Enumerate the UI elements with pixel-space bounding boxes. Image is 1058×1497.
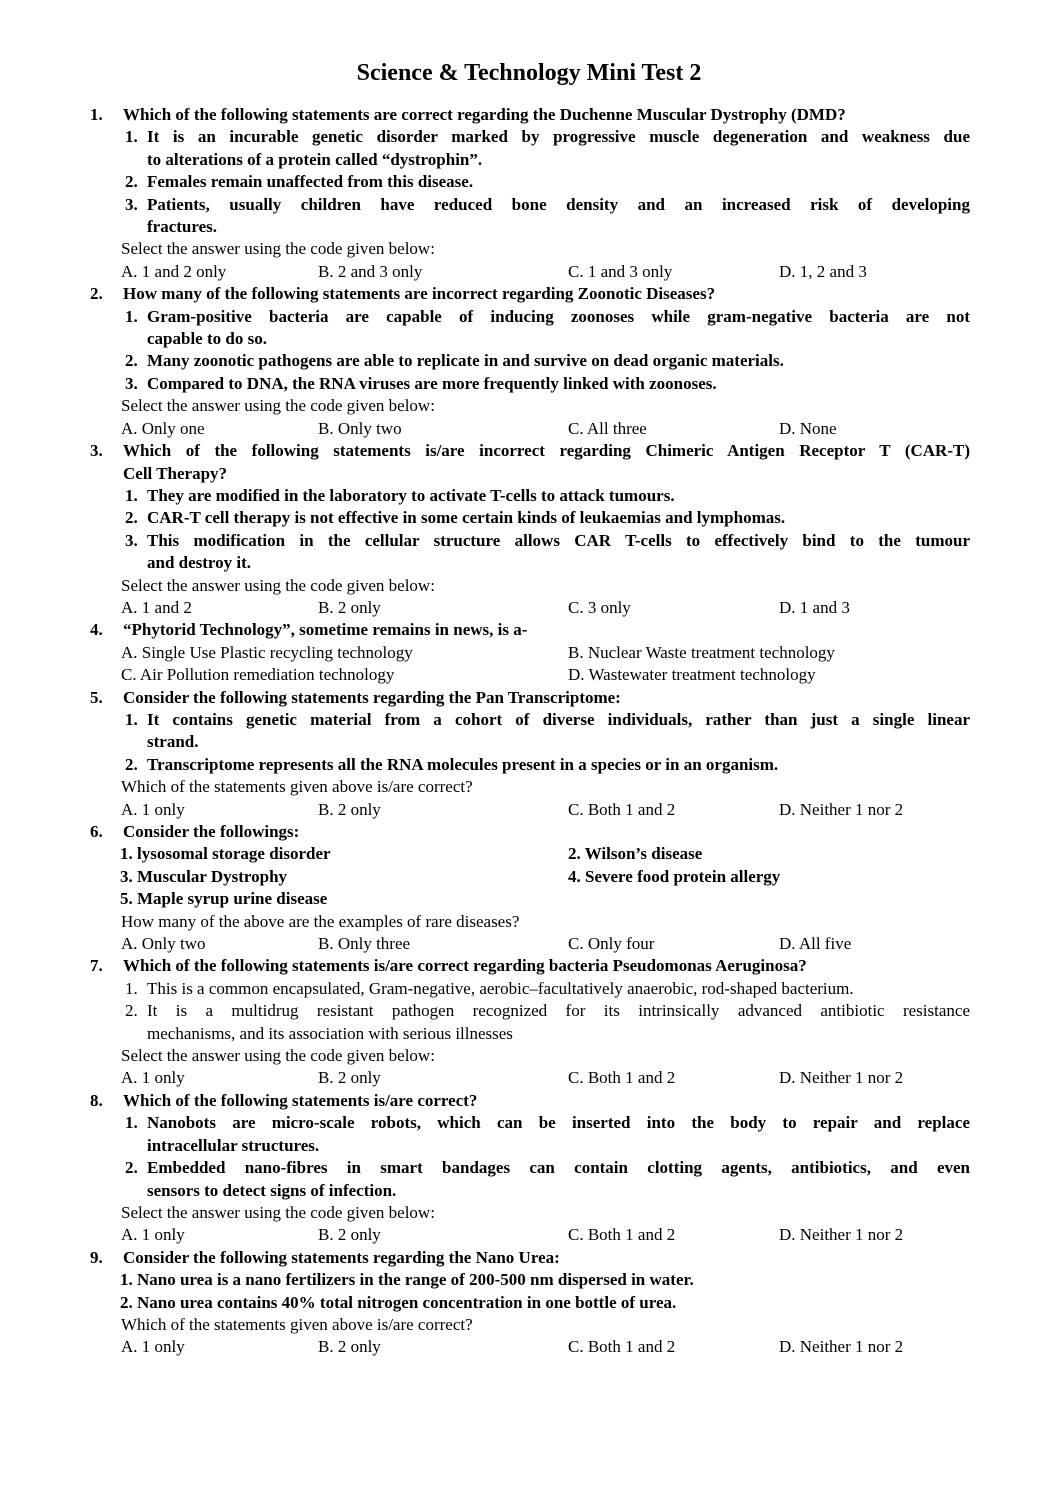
question-prompt: Which of the statements given above is/are correct? xyxy=(121,1314,473,1334)
list-item: 2. Wilson’s disease xyxy=(568,844,703,864)
statement-line: It is an incurable genetic disorder marked by progressive muscle degeneration and weakness due xyxy=(147,127,970,147)
list-row xyxy=(120,888,1058,910)
select-instruction: Select the answer using the code given below: xyxy=(121,239,435,259)
option-a: A. 1 only xyxy=(121,1225,185,1245)
statement-line: Many zoonotic pathogens are able to replicate in and survive on dead organic materials. xyxy=(147,351,784,371)
statement xyxy=(125,350,970,372)
question-prompt: How many of the above are the examples of rare diseases? xyxy=(121,911,520,931)
statement-number: 2. xyxy=(125,1158,138,1178)
statement-line: Embedded nano-fibres in smart bandages can contain clotting agents, antibiotics, and even xyxy=(147,1158,970,1178)
option-b: B. Nuclear Waste treatment technology xyxy=(568,642,835,662)
question-block-4 xyxy=(0,619,1058,686)
options-row xyxy=(121,597,1058,619)
question-text: Cell Therapy? xyxy=(123,463,228,483)
option-a: A. 1 and 2 only xyxy=(121,261,227,281)
statement-line: and destroy it. xyxy=(147,553,252,573)
option-b: B. 2 only xyxy=(318,1337,381,1357)
statement-number: 3. xyxy=(125,530,138,550)
statement xyxy=(125,171,970,193)
question-text: Consider the followings: xyxy=(123,822,300,841)
page-title: Science & Technology Mini Test 2 xyxy=(356,60,702,86)
option-b: B. 2 only xyxy=(318,1068,381,1088)
question-text: Consider the following statements regarding the Pan Transcriptome: xyxy=(123,687,621,707)
option-c: C. Only four xyxy=(568,934,655,954)
question-number: 9. xyxy=(90,1247,103,1267)
statement-line: Gram-positive bacteria are capable of inducing zoonoses while gram-negative bacteria are not xyxy=(147,306,970,326)
option-a: A. 1 only xyxy=(121,799,185,819)
statement xyxy=(125,530,970,575)
statement-number: 1. xyxy=(125,306,138,326)
list-row xyxy=(120,866,1058,888)
statement-number: 1. xyxy=(125,1113,138,1133)
list-item: 1. lysosomal storage disorder xyxy=(120,844,331,864)
statement-line: Transcriptome represents all the RNA molecules present in a species or in an organism. xyxy=(147,754,779,774)
option-d: D. Wastewater treatment technology xyxy=(568,665,816,685)
statement xyxy=(125,709,970,754)
question-number: 6. xyxy=(90,822,103,841)
question-block-6 xyxy=(0,821,1058,955)
option-d: D. All five xyxy=(779,934,852,954)
statement-line: CAR-T cell therapy is not effective in some certain kinds of leukaemias and lymphomas. xyxy=(147,508,786,528)
statement xyxy=(125,754,970,776)
option-a: A. Only two xyxy=(121,934,206,954)
statement-line: to alterations of a protein called “dystrophin”. xyxy=(147,149,483,169)
statement xyxy=(125,507,970,529)
option-d: D. 1, 2 and 3 xyxy=(779,261,867,281)
option-c: C. 3 only xyxy=(568,597,631,617)
statement-line: capable to do so. xyxy=(147,329,267,349)
option-c: C. Both 1 and 2 xyxy=(568,799,676,819)
option-c: C. Air Pollution remediation technology xyxy=(121,665,395,685)
options-row xyxy=(121,261,1058,283)
options-row xyxy=(121,1224,1058,1246)
statement xyxy=(125,126,970,171)
question-block-5 xyxy=(0,687,1058,821)
statement-line: strand. xyxy=(147,732,199,752)
question-block-7 xyxy=(0,955,1058,1089)
list-item: 3. Muscular Dystrophy xyxy=(120,866,288,886)
question-text: Which of the following statements are correct regarding the Duchenne Muscular Dystrophy (DMD? xyxy=(123,105,846,124)
select-instruction: Select the answer using the code given below: xyxy=(121,396,435,416)
statement xyxy=(125,485,970,507)
statement-number: 2. xyxy=(125,1001,138,1021)
option-b: B. 2 only xyxy=(318,799,381,819)
question-number: 4. xyxy=(90,620,103,640)
option-d: D. Neither 1 nor 2 xyxy=(779,1068,904,1088)
option-d: D. Neither 1 nor 2 xyxy=(779,1337,904,1357)
statement-line: It is a multidrug resistant pathogen recognized for its intrinsically advanced antibiotic resistance xyxy=(147,1001,970,1021)
question-text: Which of the following statements is/are correct regarding bacteria Pseudomonas Aeruginosa? xyxy=(123,956,807,976)
option-d: D. None xyxy=(779,418,837,438)
option-d: D. Neither 1 nor 2 xyxy=(779,1225,904,1245)
statement-line: 2. Nano urea contains 40% total nitrogen concentration in one bottle of urea. xyxy=(120,1292,677,1312)
statement-number: 1. xyxy=(125,709,138,729)
question-text: Which of the following statements is/are incorrect regarding Chimeric Antigen Receptor T (CAR-T) xyxy=(123,441,970,461)
statement-line: This is a common encapsulated, Gram-negative, aerobic–facultatively anaerobic, rod-shaped bacterium. xyxy=(147,978,854,998)
statement-line: Nanobots are micro-scale robots, which can be inserted into the body to repair and replace xyxy=(147,1113,970,1133)
options-row xyxy=(121,933,1058,955)
options-row xyxy=(121,1067,1058,1089)
statement-line: sensors to detect signs of infection. xyxy=(147,1180,397,1200)
statement-number: 2. xyxy=(125,351,138,371)
question-number: 7. xyxy=(90,956,103,976)
options-row xyxy=(121,799,1058,821)
statement-number: 1. xyxy=(125,485,138,505)
statement-line: 1. Nano urea is a nano fertilizers in the range of 200-500 nm dispersed in water. xyxy=(120,1270,694,1290)
question-text: Which of the following statements is/are correct? xyxy=(123,1090,478,1110)
statement xyxy=(125,306,970,351)
option-d: D. 1 and 3 xyxy=(779,597,850,617)
option-b: B. 2 and 3 only xyxy=(318,261,423,281)
option-a: A. Single Use Plastic recycling technology xyxy=(121,642,413,662)
select-instruction: Select the answer using the code given below: xyxy=(121,1046,435,1066)
option-c: C. Both 1 and 2 xyxy=(568,1337,676,1357)
option-b: B. Only three xyxy=(318,934,411,954)
statement xyxy=(125,373,970,395)
options-row xyxy=(121,642,1058,664)
question-text: Consider the following statements regarding the Nano Urea: xyxy=(123,1247,560,1267)
statement-number: 1. xyxy=(125,978,138,998)
statement xyxy=(125,1000,970,1045)
statement-number: 3. xyxy=(125,194,138,214)
statement-line: Patients, usually children have reduced bone density and an increased risk of developing xyxy=(147,194,970,214)
option-c: C. All three xyxy=(568,418,647,438)
statement-line: mechanisms, and its association with serious illnesses xyxy=(147,1023,513,1043)
question-number: 2. xyxy=(90,284,103,304)
statement-number: 1. xyxy=(125,127,138,147)
statement-line: They are modified in the laboratory to activate T-cells to attack tumours. xyxy=(147,485,675,505)
option-a: A. Only one xyxy=(121,418,205,438)
statement-number: 2. xyxy=(125,508,138,528)
statement xyxy=(125,978,970,1000)
question-block-2 xyxy=(0,283,1058,440)
select-instruction: Select the answer using the code given below: xyxy=(121,1202,435,1222)
statement-number: 3. xyxy=(125,373,138,393)
option-b: B. Only two xyxy=(318,418,402,438)
statement-line: Compared to DNA, the RNA viruses are more frequently linked with zoonoses. xyxy=(147,373,717,393)
statement-line: This modification in the cellular structure allows CAR T-cells to effectively bind to the tumour xyxy=(147,530,970,550)
statement-line: intracellular structures. xyxy=(147,1135,320,1155)
question-block-9 xyxy=(0,1247,1058,1359)
question-block-8 xyxy=(0,1090,1058,1247)
question-block-3 xyxy=(0,440,1058,619)
options-row xyxy=(121,418,1058,440)
option-d: D. Neither 1 nor 2 xyxy=(779,799,904,819)
option-a: A. 1 and 2 xyxy=(121,597,192,617)
option-c: C. 1 and 3 only xyxy=(568,261,673,281)
question-prompt: Which of the statements given above is/are correct? xyxy=(121,777,473,797)
question-number: 1. xyxy=(90,105,103,124)
options-row xyxy=(121,1336,1058,1358)
options-row xyxy=(121,664,1058,686)
question-text: How many of the following statements are incorrect regarding Zoonotic Diseases? xyxy=(123,284,716,304)
statement xyxy=(125,194,970,239)
list-item: 4. Severe food protein allergy xyxy=(568,866,781,886)
question-block-1 xyxy=(0,104,1058,283)
statement-line: Females remain unaffected from this disease. xyxy=(147,172,474,192)
question-number: 3. xyxy=(90,441,103,461)
option-b: B. 2 only xyxy=(318,1225,381,1245)
option-a: A. 1 only xyxy=(121,1068,185,1088)
option-c: C. Both 1 and 2 xyxy=(568,1068,676,1088)
option-b: B. 2 only xyxy=(318,597,381,617)
question-text: “Phytorid Technology”, sometime remains in news, is a- xyxy=(123,620,528,640)
statement-number: 2. xyxy=(125,172,138,192)
select-instruction: Select the answer using the code given below: xyxy=(121,575,435,595)
list-row xyxy=(120,843,1058,865)
statement-line: fractures. xyxy=(147,217,218,237)
list-item: 5. Maple syrup urine disease xyxy=(120,889,328,909)
option-a: A. 1 only xyxy=(121,1337,185,1357)
question-number: 8. xyxy=(90,1090,103,1110)
question-number: 5. xyxy=(90,687,103,707)
statement-number: 2. xyxy=(125,754,138,774)
statement-line: It contains genetic material from a cohort of diverse individuals, rather than just a single linear xyxy=(147,709,970,729)
statement xyxy=(125,1157,970,1202)
statement xyxy=(125,1112,970,1157)
option-c: C. Both 1 and 2 xyxy=(568,1225,676,1245)
